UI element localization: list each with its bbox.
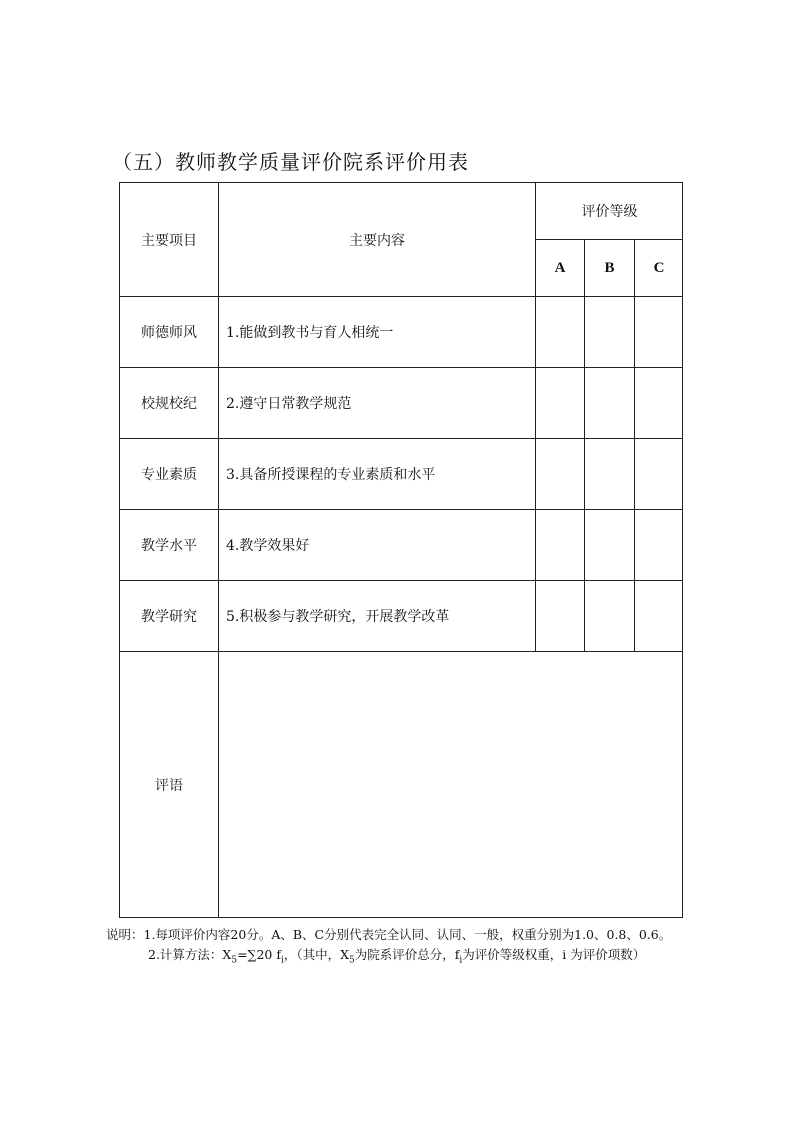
note-explanation: 为院系评价总分，f [354,947,460,962]
row-content: 1.能做到教书与育人相统一 [226,325,394,341]
note-line-1: 说明：1.每项评价内容20分。A、B、C分别代表完全认同、认同、一般，权重分别为1.0、0.8、0.6。 [106,927,672,942]
page-title: （五）教师教学质量评价院系评价用表 [112,150,469,174]
comment-label: 评语 [155,777,183,794]
header-main-item: 主要项目 [141,232,197,249]
note-formula-prefix: 2.计算方法：X [148,947,232,962]
row-content: 4.教学效果好 [226,538,310,554]
note-line-2 [148,945,645,966]
row-item: 专业素质 [141,467,197,483]
row-item: 教学研究 [141,609,197,625]
comment-area [219,652,682,917]
note-formula: =∑20 f [237,947,281,962]
row-content: 5.积极参与教学研究，开展教学改革 [226,609,450,625]
row-item: 校规校纪 [141,396,197,412]
header-grade-a: A [554,259,566,276]
header-rating-level: 评价等级 [581,204,638,220]
header-grade-c: C [653,259,665,276]
col-line [634,239,635,651]
note-sub: 5 [231,955,238,966]
note-sub: 5 [349,955,355,966]
row-content: 2.遵守日常教学规范 [226,396,352,412]
note-sub: i [280,955,284,966]
header-grade-b: B [604,259,615,276]
row-item: 教学水平 [141,538,197,554]
note-explanation: ，（其中，X [283,947,350,962]
evaluation-table [119,182,683,918]
row-content: 3.具备所授课程的专业素质和水平 [226,467,436,483]
note-sub: i [459,955,463,966]
note-explanation: 为评价等级权重，i 为评价项数） [462,947,646,962]
col-line [584,239,585,651]
header-main-content: 主要内容 [349,232,405,249]
row-item: 师德师风 [141,325,197,341]
